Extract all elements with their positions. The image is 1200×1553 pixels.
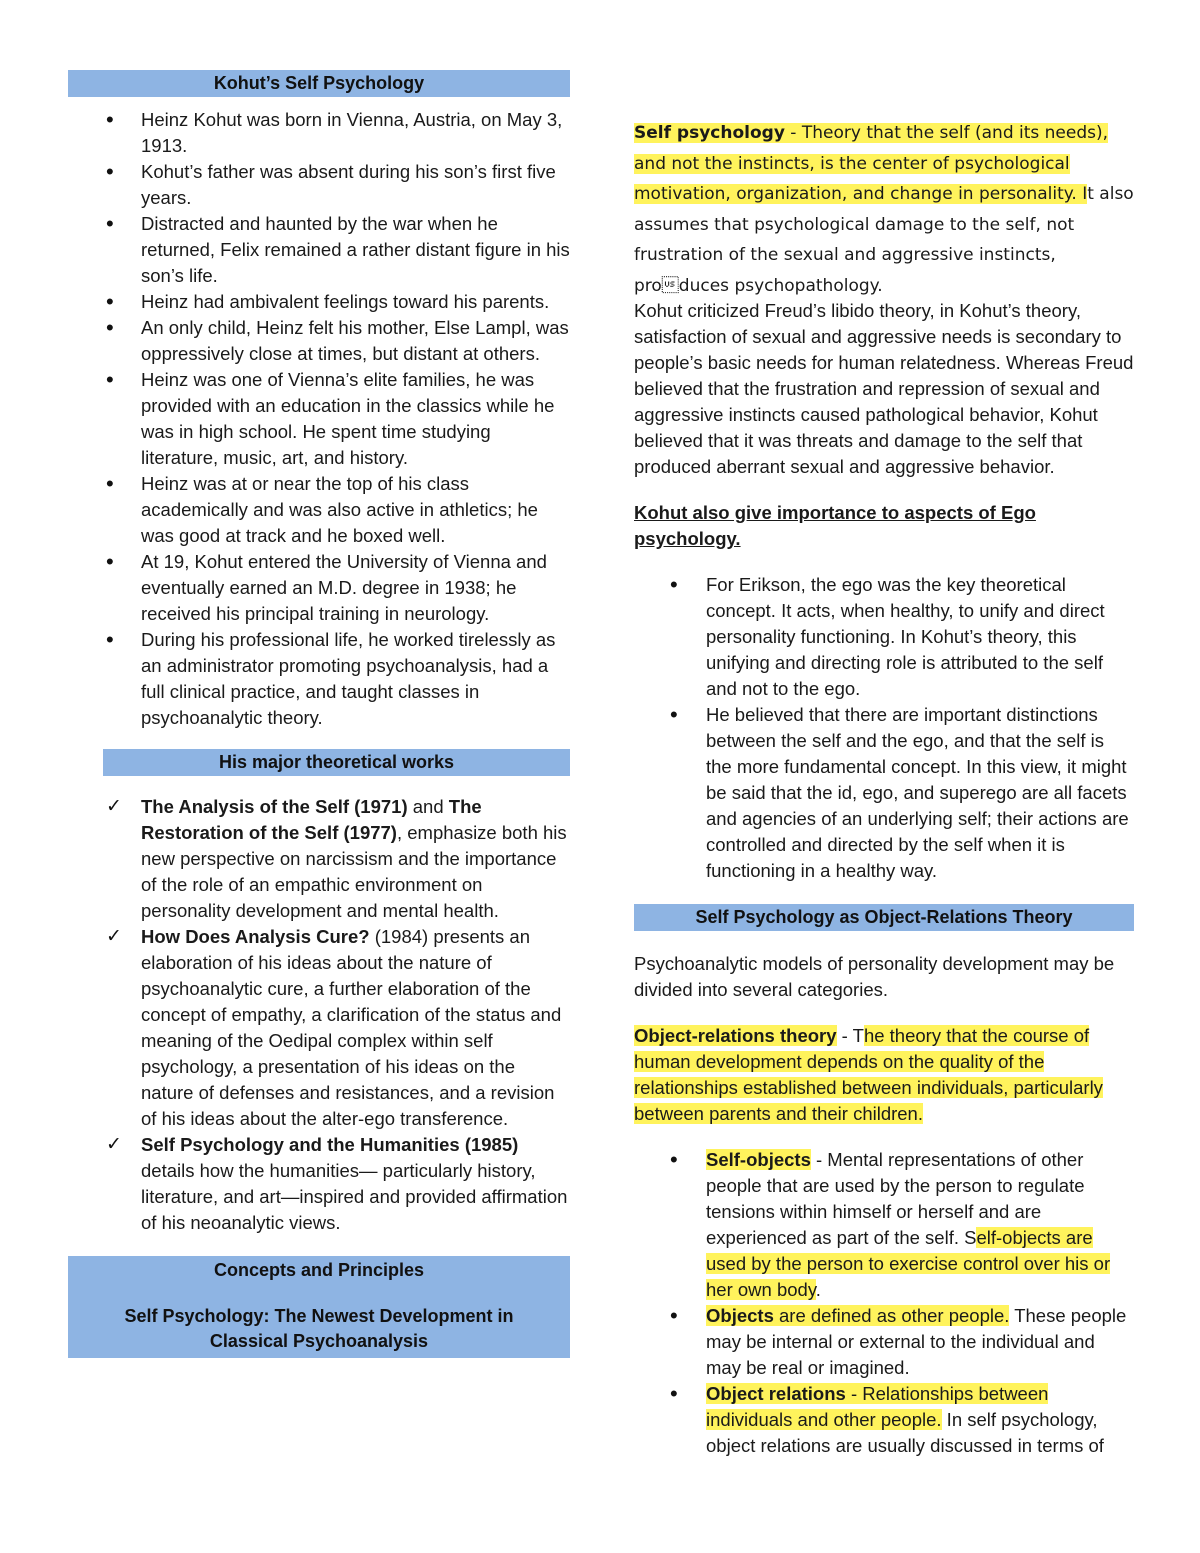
list-item: • Heinz had ambivalent feelings toward his parents. xyxy=(68,289,570,315)
term: Self psychology xyxy=(634,123,785,143)
list-item: • For Erikson, the ego was the key theoretical concept. It acts, when healthy, to unify and direct personality functioning. In Kohut’s theory, this unifying and directing role is attributed to the self and not to the ego. xyxy=(634,572,1134,702)
term: Object-relations theory xyxy=(634,1025,837,1046)
term: Objects xyxy=(706,1305,774,1326)
list-item: • Kohut’s father was absent during his son’s first five years. xyxy=(68,159,570,211)
list-item: • Heinz Kohut was born in Vienna, Austria, on May 3, 1913. xyxy=(68,107,570,159)
works-list xyxy=(68,794,570,1236)
section-title-kohut: Kohut’s Self Psychology xyxy=(68,70,570,97)
list-item: • Distracted and haunted by the war when he returned, Felix remained a rather distant figure in his son’s life. xyxy=(68,211,570,289)
section-title-concepts: Concepts and Principles Self Psychology: The Newest Development in Classical Psychoanalysis xyxy=(68,1256,570,1358)
biography-list xyxy=(68,107,570,731)
self-psychology-definition: Self psychology - Theory that the self (and its needs), and not the instincts, is the center of psychological motivation, organization, and change in personality. It also assumes that psychological damage to the self, not frustration of the sexual and aggressive instincts, pro duces psychopathology. xyxy=(634,123,1134,296)
section-title-object-relations: Self Psychology as Object-Relations Theory xyxy=(634,904,1134,931)
object-relations-definition: Object-relations theory - The theory that the course of human development depends on the quality of the relationships established between individuals, particularly between parents and their children. xyxy=(634,1025,1103,1124)
section-title-works: His major theoretical works xyxy=(103,749,570,776)
term: Object relations xyxy=(706,1383,846,1404)
list-item: • During his professional life, he worked tirelessly as an administrator promoting psychoanalysis, had a full clinical practice, and taught classes in psychoanalytic theory. xyxy=(68,627,570,731)
ego-list xyxy=(634,572,1134,884)
ego-heading: Kohut also give importance to aspects of Ego psychology. xyxy=(634,502,1036,549)
object-relations-list xyxy=(634,1147,1134,1459)
self-psychology-body: Kohut criticized Freud’s libido theory, in Kohut’s theory, satisfaction of sexual and aggressive needs is secondary to people’s basic needs for human relatedness. Whereas Freud believed that the frustration and repression of sexual and aggressive instincts caused pathological behavior, Kohut believed that it was threats and damage to the self that produced aberrant sexual and aggressive behavior. xyxy=(634,300,1134,477)
list-item: • He believed that there are important distinctions between the self and the ego, and that the self is the more fundamental concept. In this view, it might be said that the id, ego, and superego are all facets and agencies of an underlying self; their actions are controlled and directed by the self when it is functioning in a healthy way. xyxy=(634,702,1134,884)
work-title: The Analysis of the Self (1971) xyxy=(141,796,408,817)
term: Self-objects xyxy=(706,1149,811,1170)
list-item: • Self-objects - Mental representations of other people that are used by the person to regulate tensions within himself or herself and are experienced as part of the self. Self-objects are used by the person to exercise control over his or her own body. xyxy=(634,1147,1134,1303)
section-subtitle: Self Psychology: The Newest Development in Classical Psychoanalysis xyxy=(124,1306,514,1351)
work-title: Self Psychology and the Humanities (1985) xyxy=(141,1134,519,1155)
list-item: ✓ How Does Analysis Cure? (1984) presents an elaboration of his ideas about the nature of psychoanalytic cure, a further elaboration of the concept of empathy, a clarification of the status and meaning of the Oedipal complex within self psychology, a presentation of his ideas on the nature of defenses and resistances, and a revision of his ideas about the alter-ego transference. xyxy=(68,924,570,1132)
list-item: • Heinz was at or near the top of his class academically and was also active in athletics; he was good at track and he boxed well. xyxy=(68,471,570,549)
left-column xyxy=(68,70,570,1358)
list-item: • At 19, Kohut entered the University of Vienna and eventually earned an M.D. degree in 1938; he received his principal training in neurology. xyxy=(68,549,570,627)
list-item: ✓ The Analysis of the Self (1971) and The Restoration of the Self (1977), emphasize both his new perspective on narcissism and the importance of the role of an empathic environment on personality development and mental health. xyxy=(68,794,570,924)
list-item: ✓ Self Psychology and the Humanities (1985) details how the humanities— particularly history, literature, and art—inspired and provided affirmation of his neoanalytic views. xyxy=(68,1132,570,1236)
list-item: • Heinz was one of Vienna’s elite families, he was provided with an education in the classics while he was in high school. He spent time studying literature, music, art, and history. xyxy=(68,367,570,471)
work-title: The Restoration of the Self (1977) xyxy=(141,796,482,843)
work-title: How Does Analysis Cure? xyxy=(141,926,370,947)
list-item: • Object relations - Relationships between individuals and other people. In self psychology, object relations are usually discussed in terms of xyxy=(634,1381,1134,1459)
object-relations-intro: Psychoanalytic models of personality development may be divided into several categories. xyxy=(634,953,1115,1000)
list-item: • An only child, Heinz felt his mother, Else Lampl, was oppressively close at times, but distant at others. xyxy=(68,315,570,367)
right-column xyxy=(634,118,1134,1459)
list-item: • Objects are defined as other people. These people may be internal or external to the individual and may be real or imagined. xyxy=(634,1303,1134,1381)
